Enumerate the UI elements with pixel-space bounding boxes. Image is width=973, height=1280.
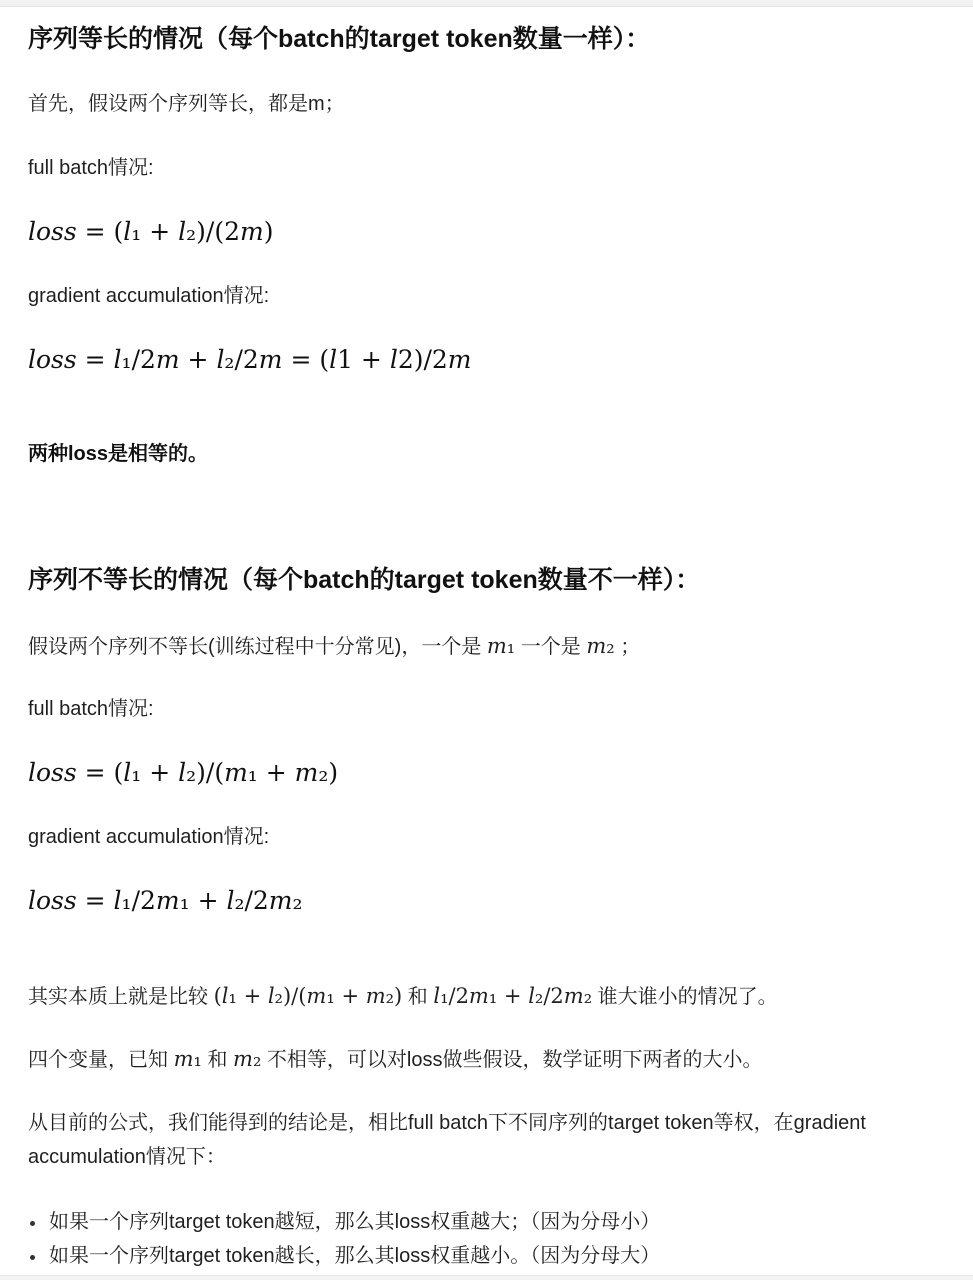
section-unequal-grad-formula: 𝑙𝑜𝑠𝑠 = 𝑙₁/2𝑚₁ + 𝑙₂/2𝑚₂ [28,886,303,915]
section-equal-grad-label: gradient accumulation情况: [28,285,270,307]
list-item: 如果一个序列target token越长，那么其loss权重越小。（因为分母大） [28,1239,943,1273]
essence-prefix: 其实本质上就是比较 [28,986,214,1008]
conclusion-list [28,1205,943,1273]
variables-m2: 𝑚₂ [233,1047,262,1071]
essence-paragraph [28,979,943,1014]
section-equal-grad-formula: 𝑙𝑜𝑠𝑠 = 𝑙₁/2𝑚 + 𝑙₂/2𝑚 = (𝑙1 + 𝑙2)/2𝑚 [28,345,472,374]
section-unequal-full-batch-formula: 𝑙𝑜𝑠𝑠 = (𝑙₁ + 𝑙₂)/(𝑚₁ + 𝑚₂) [28,758,339,787]
essence-mid: 和 [402,986,434,1008]
section-unequal-title: 序列不等长的情况（每个batch的target token数量不一样）： [28,566,701,594]
intro-m2: 𝑚₂ [586,634,615,658]
section-unequal-full-batch-label: full batch情况: [28,698,154,720]
intro-m1: 𝑚₁ [486,634,516,658]
section-equal-conclusion: 两种loss是相等的。 [28,443,209,465]
summary-paragraph: 从目前的公式，我们能得到的结论是，相比full batch下不同序列的target token等权，在gradient accumulation情况下： [28,1112,866,1168]
essence-expr-2: 𝑙₁/2𝑚₁ + 𝑙₂/2𝑚₂ [433,984,593,1008]
intro-prefix: 假设两个序列不等长(训练过程中十分常见)，一个是 [28,636,487,658]
section-unequal-grad-label: gradient accumulation情况: [28,826,270,848]
essence-suffix: 谁大谁小的情况了。 [592,986,778,1008]
variables-suffix: 不相等，可以对loss做些假设，数学证明下两者的大小。 [261,1049,763,1071]
section-equal-full-batch-formula: 𝑙𝑜𝑠𝑠 = (𝑙₁ + 𝑙₂)/(2𝑚) [28,217,274,246]
variables-paragraph [28,1042,943,1077]
section-equal-full-batch-label: full batch情况: [28,157,154,179]
essence-expr-1: (𝑙₁ + 𝑙₂)/(𝑚₁ + 𝑚₂) [213,984,403,1008]
section-unequal-intro [28,629,943,664]
top-divider [0,0,973,7]
bottom-divider [0,1275,973,1280]
intro-suffix: ； [614,636,641,658]
variables-m1: 𝑚₁ [173,1047,202,1071]
variables-prefix: 四个变量，已知 [28,1049,174,1071]
variables-mid: 和 [201,1049,234,1071]
section-equal-intro: 首先，假设两个序列等长，都是m； [28,93,345,115]
intro-mid: 一个是 [515,636,587,658]
list-item: 如果一个序列target token越短，那么其loss权重越大；（因为分母小） [28,1205,943,1239]
section-equal-title: 序列等长的情况（每个batch的target token数量一样）： [28,25,651,53]
